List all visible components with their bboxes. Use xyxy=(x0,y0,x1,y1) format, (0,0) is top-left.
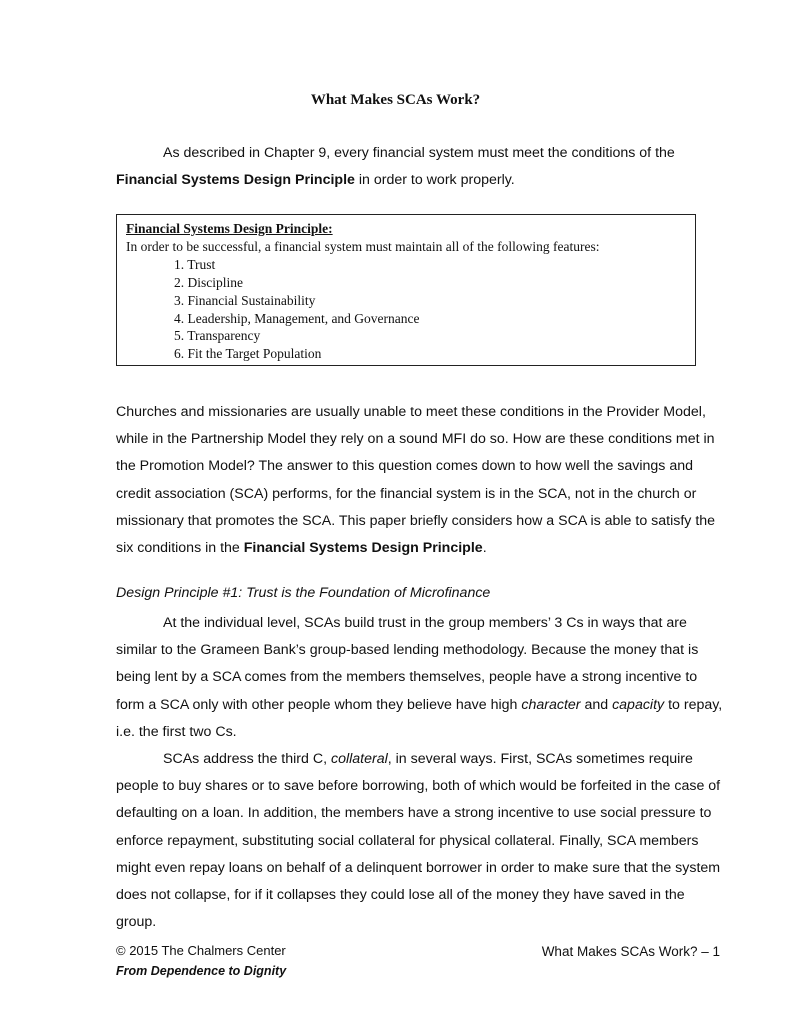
collateral-paragraph xyxy=(116,746,726,936)
principle-box-intro: In order to be successful, a financial system must maintain all of the following features: xyxy=(126,238,600,254)
intro-text-2: in order to work properly. xyxy=(354,172,515,189)
intro-text-1: As described in Chapter 9, every financial system must meet the conditions of the xyxy=(163,145,675,161)
capacity-term: capacity xyxy=(612,696,665,713)
principle-feature-item: 6. Fit the Target Population xyxy=(174,346,322,362)
conditions-text-2: . xyxy=(482,540,487,557)
principle-feature-item: 3. Financial Sustainability xyxy=(174,292,316,308)
principle-feature-item: 5. Transparency xyxy=(174,328,261,344)
design-principle-box xyxy=(116,214,696,366)
conditions-text-1: Churches and missionaries are usually unable to meet these conditions in the Provider Model, while in the Partnership Model they rely on a sound MFI do so. How are these conditions met in the Promotion Model? The answer to this question comes down to how well the savings and credit association (SCA) performs, for the financial system is in the SCA, not in the church or missionary that promotes the SCA. This paper briefly considers how a SCA is able to satisfy the six conditions in the xyxy=(116,404,716,557)
collateral-term: collateral xyxy=(330,751,388,767)
intro-paragraph xyxy=(116,140,726,194)
principle-feature-item: 4. Leadership, Management, and Governance xyxy=(174,310,420,326)
principle-feature-item: 2. Discipline xyxy=(174,274,243,290)
collateral-text-2: , in several ways. First, SCAs sometimes require people to buy shares or to save before borrowing, both of which would be forfeited in the case of defaulting on a loan. In addition, the members have a strong incentive to use social pressure to enforce repayment, substituting social collateral for physical collateral. Finally, SCA members might even repay loans on behalf of a delinquent borrower in order to make sure that the system does not collapse, for if it collapses they could lose all of the money they have saved in the group. xyxy=(116,751,721,931)
footer-page-label: What Makes SCAs Work? – 1 xyxy=(541,944,720,959)
intro-principle-name: Financial Systems Design Principle xyxy=(116,172,355,189)
conditions-principle-name: Financial Systems Design Principle xyxy=(243,540,483,557)
footer-left xyxy=(116,940,286,982)
conditions-paragraph xyxy=(116,399,726,562)
principle-feature-item: 1. Trust xyxy=(174,256,216,272)
collateral-text-1: SCAs address the third C, xyxy=(163,751,331,767)
section-heading: Design Principle #1: Trust is the Foundation of Microfinance xyxy=(116,585,491,601)
footer-subtitle: From Dependence to Dignity xyxy=(116,964,287,978)
trust-text-2: and xyxy=(580,696,613,713)
principle-feature-list xyxy=(126,256,686,363)
document-title: What Makes SCAs Work? xyxy=(310,92,481,108)
footer-copyright: © 2015 The Chalmers Center xyxy=(116,943,286,958)
trust-text-1: At the individual level, SCAs build trust in the group members’ 3 Cs in ways that are similar to the Grameen Bank’s group-based lending methodology. Because the money that is being lent by a SCA comes from the members themselves, people have a strong incentive to form a SCA only with other people whom they believe have high xyxy=(116,615,699,713)
trust-paragraph xyxy=(116,610,726,746)
character-term: character xyxy=(521,696,581,713)
trust-text-3: to repay, i.e. the first two Cs. xyxy=(116,696,723,740)
principle-box-heading: Financial Systems Design Principle: xyxy=(126,221,333,236)
